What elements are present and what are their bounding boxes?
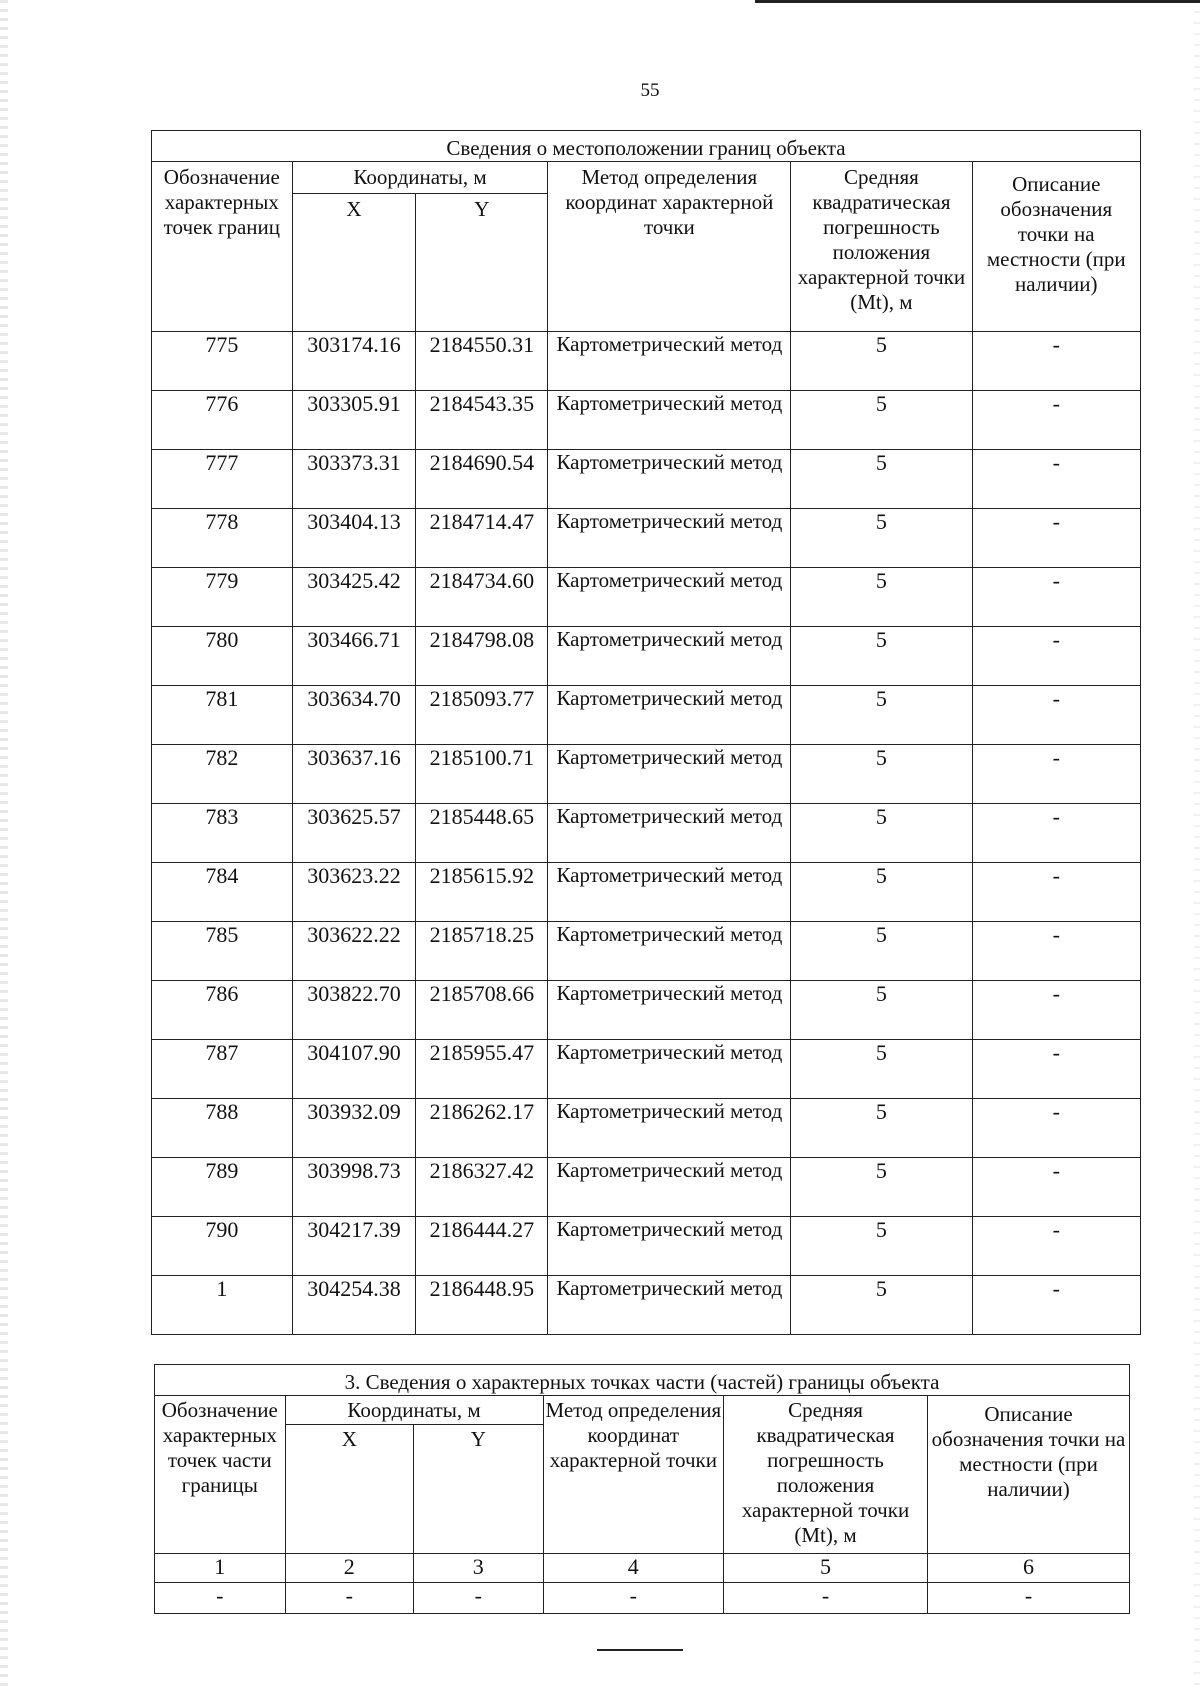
cell-point: 783 — [152, 804, 293, 863]
header-x: X — [285, 1425, 413, 1554]
cell-y: 2184734.60 — [416, 568, 548, 627]
cell-accuracy: - — [724, 1583, 928, 1614]
cell-x: 303174.16 — [292, 332, 416, 391]
cell-point: 789 — [152, 1158, 293, 1217]
table-row — [152, 332, 1141, 391]
cell-description: - — [972, 1040, 1141, 1099]
cell-y: 2185708.66 — [416, 981, 548, 1040]
column-number-row — [155, 1554, 1130, 1583]
table-row — [152, 391, 1141, 450]
cell-accuracy: 5 — [791, 922, 972, 981]
table-row — [152, 981, 1141, 1040]
cell-description: - — [972, 981, 1141, 1040]
cell-x: 303634.70 — [292, 686, 416, 745]
cell-accuracy: 5 — [791, 804, 972, 863]
scan-edge-left — [0, 0, 8, 1686]
cell-x: 303622.22 — [292, 922, 416, 981]
cell-y: - — [414, 1583, 544, 1614]
cell-description: - — [972, 863, 1141, 922]
cell-method: Картометрический метод — [548, 863, 791, 922]
table-row — [152, 1040, 1141, 1099]
cell-description: - — [972, 1158, 1141, 1217]
cell-y: 2184798.08 — [416, 627, 548, 686]
cell-description: - — [972, 391, 1141, 450]
cell-accuracy: 5 — [791, 568, 972, 627]
cell-description: - — [972, 745, 1141, 804]
table-title: 3. Сведения о характерных точках части (частей) границы объекта — [155, 1365, 1130, 1396]
cell-point: 1 — [152, 1276, 293, 1335]
cell-description: - — [972, 627, 1141, 686]
cell-accuracy: 5 — [791, 1276, 972, 1335]
cell-point: 777 — [152, 450, 293, 509]
cell-x: 303822.70 — [292, 981, 416, 1040]
cell-method: Картометрический метод — [548, 332, 791, 391]
column-number: 6 — [927, 1554, 1129, 1583]
footer-rule — [597, 1649, 683, 1651]
cell-point: 776 — [152, 391, 293, 450]
cell-description: - — [972, 1276, 1141, 1335]
header-coordinates: Координаты, м — [285, 1396, 543, 1425]
cell-y: 2186262.17 — [416, 1099, 548, 1158]
part-boundary-points-table — [154, 1364, 1130, 1614]
cell-method: Картометрический метод — [548, 1040, 791, 1099]
cell-method: Картометрический метод — [548, 391, 791, 450]
cell-description: - — [972, 686, 1141, 745]
table-row — [152, 627, 1141, 686]
table-row — [152, 1158, 1141, 1217]
cell-y: 2184690.54 — [416, 450, 548, 509]
cell-method: Картометрический метод — [548, 568, 791, 627]
table-row — [155, 1583, 1130, 1614]
cell-point: 786 — [152, 981, 293, 1040]
table-title: Сведения о местоположении границ объекта — [152, 131, 1141, 162]
cell-method: Картометрический метод — [548, 450, 791, 509]
table-row — [152, 804, 1141, 863]
table-row — [152, 1276, 1141, 1335]
table-row — [152, 568, 1141, 627]
cell-method: Картометрический метод — [548, 1099, 791, 1158]
cell-y: 2185718.25 — [416, 922, 548, 981]
cell-accuracy: 5 — [791, 1158, 972, 1217]
cell-x: 303404.13 — [292, 509, 416, 568]
cell-accuracy: 5 — [791, 332, 972, 391]
cell-x: 303623.22 — [292, 863, 416, 922]
header-y: Y — [414, 1425, 544, 1554]
cell-point: 785 — [152, 922, 293, 981]
cell-y: 2184714.47 — [416, 509, 548, 568]
column-number: 5 — [724, 1554, 928, 1583]
header-designation: Обозначение характерных точек границ — [152, 162, 293, 332]
cell-method: Картометрический метод — [548, 745, 791, 804]
table-row — [152, 922, 1141, 981]
cell-x: 303998.73 — [292, 1158, 416, 1217]
scan-edge-right — [1194, 0, 1200, 1686]
header-designation: Обозначение характерных точек части границы — [155, 1396, 286, 1554]
cell-y: 2185100.71 — [416, 745, 548, 804]
cell-method: Картометрический метод — [548, 686, 791, 745]
column-number: 2 — [285, 1554, 413, 1583]
cell-y: 2184550.31 — [416, 332, 548, 391]
boundary-points-table — [151, 130, 1141, 1335]
cell-description: - — [972, 922, 1141, 981]
cell-point: 780 — [152, 627, 293, 686]
top-rule — [755, 0, 1200, 3]
cell-method: Картометрический метод — [548, 509, 791, 568]
page-number: 55 — [640, 80, 660, 101]
cell-accuracy: 5 — [791, 450, 972, 509]
cell-point: 779 — [152, 568, 293, 627]
cell-y: 2185448.65 — [416, 804, 548, 863]
cell-y: 2185955.47 — [416, 1040, 548, 1099]
cell-method: Картометрический метод — [548, 627, 791, 686]
table-row — [152, 1217, 1141, 1276]
cell-description: - — [972, 450, 1141, 509]
cell-description: - — [972, 568, 1141, 627]
cell-point: 775 — [152, 332, 293, 391]
cell-x: 303932.09 — [292, 1099, 416, 1158]
cell-method: Картометрический метод — [548, 1158, 791, 1217]
cell-point: 790 — [152, 1217, 293, 1276]
cell-y: 2185093.77 — [416, 686, 548, 745]
table-row — [152, 863, 1141, 922]
header-method: Метод определения координат характерной точки — [543, 1396, 724, 1554]
header-method: Метод определения координат характерной точки — [548, 162, 791, 332]
cell-accuracy: 5 — [791, 509, 972, 568]
table-row — [152, 745, 1141, 804]
cell-point: 781 — [152, 686, 293, 745]
cell-accuracy: 5 — [791, 1217, 972, 1276]
cell-accuracy: 5 — [791, 686, 972, 745]
header-description: Описание обозначения точки на местности (при наличии) — [972, 162, 1141, 332]
cell-x: - — [285, 1583, 413, 1614]
cell-point: 788 — [152, 1099, 293, 1158]
cell-accuracy: 5 — [791, 863, 972, 922]
cell-y: 2184543.35 — [416, 391, 548, 450]
cell-description: - — [972, 332, 1141, 391]
cell-point: 787 — [152, 1040, 293, 1099]
cell-description: - — [972, 804, 1141, 863]
cell-method: Картометрический метод — [548, 981, 791, 1040]
header-accuracy: Средняя квадратическая погрешность положения характерной точки (Mt), м — [724, 1396, 928, 1554]
cell-method: Картометрический метод — [548, 1276, 791, 1335]
table-row — [152, 1099, 1141, 1158]
cell-accuracy: 5 — [791, 1040, 972, 1099]
header-accuracy: Средняя квадратическая погрешность положения характерной точки (Mt), м — [791, 162, 972, 332]
table-row — [152, 450, 1141, 509]
cell-point: - — [155, 1583, 286, 1614]
cell-description: - — [972, 1099, 1141, 1158]
column-number: 4 — [543, 1554, 724, 1583]
cell-x: 303425.42 — [292, 568, 416, 627]
cell-description: - — [927, 1583, 1129, 1614]
cell-point: 778 — [152, 509, 293, 568]
table-row — [152, 686, 1141, 745]
cell-y: 2186444.27 — [416, 1217, 548, 1276]
header-y: Y — [416, 194, 548, 332]
header-x: X — [292, 194, 416, 332]
cell-y: 2185615.92 — [416, 863, 548, 922]
cell-x: 304254.38 — [292, 1276, 416, 1335]
cell-x: 303637.16 — [292, 745, 416, 804]
cell-x: 303305.91 — [292, 391, 416, 450]
cell-x: 303466.71 — [292, 627, 416, 686]
header-coordinates: Координаты, м — [292, 162, 548, 194]
cell-description: - — [972, 1217, 1141, 1276]
cell-x: 303373.31 — [292, 450, 416, 509]
cell-accuracy: 5 — [791, 981, 972, 1040]
header-description: Описание обозначения точки на местности (при наличии) — [927, 1396, 1129, 1554]
cell-point: 784 — [152, 863, 293, 922]
cell-y: 2186327.42 — [416, 1158, 548, 1217]
cell-y: 2186448.95 — [416, 1276, 548, 1335]
cell-method: Картометрический метод — [548, 804, 791, 863]
table-row — [152, 509, 1141, 568]
cell-accuracy: 5 — [791, 391, 972, 450]
cell-x: 304107.90 — [292, 1040, 416, 1099]
cell-accuracy: 5 — [791, 745, 972, 804]
column-number: 3 — [414, 1554, 544, 1583]
cell-x: 303625.57 — [292, 804, 416, 863]
cell-method: Картометрический метод — [548, 1217, 791, 1276]
cell-accuracy: 5 — [791, 1099, 972, 1158]
cell-x: 304217.39 — [292, 1217, 416, 1276]
cell-accuracy: 5 — [791, 627, 972, 686]
column-number: 1 — [155, 1554, 286, 1583]
cell-method: - — [543, 1583, 724, 1614]
cell-method: Картометрический метод — [548, 922, 791, 981]
cell-description: - — [972, 509, 1141, 568]
cell-point: 782 — [152, 745, 293, 804]
